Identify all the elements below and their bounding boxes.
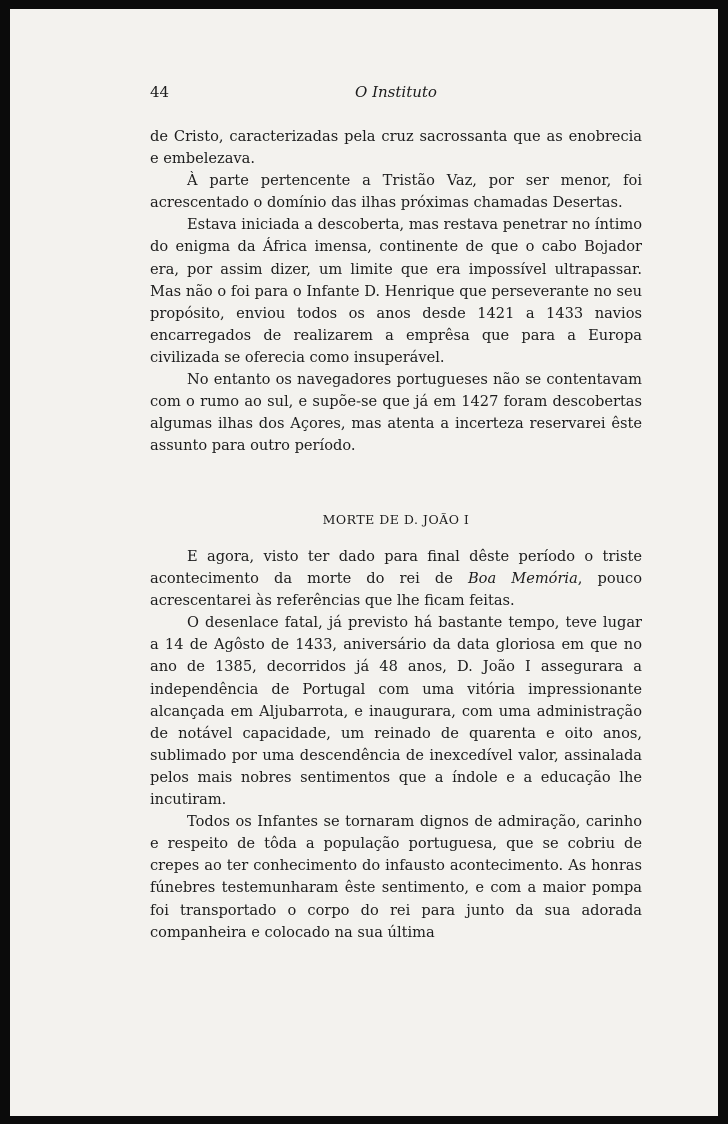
paragraph-continuation: de Cristo, caracterizadas pela cruz sacrossanta que as enobrecia e embelezava. [150, 128, 642, 168]
page-number: 44 [150, 83, 170, 101]
body-text-section [150, 546, 642, 944]
body-text-top [150, 126, 642, 457]
paragraph: No entanto os navegadores portugueses não se contentavam com o rumo ao sul, e supõe-se que já em 1427 foram descobertas algumas ilhas dos Açores, mas atenta a incerteza reservarei êste assunto para outro período. [150, 371, 642, 455]
section-heading: MORTE DE D. JOÃO I [322, 512, 470, 527]
paragraph [150, 546, 642, 612]
paragraph-text: , pouco acrescentarei às referências que lhe ficam feitas. [150, 570, 643, 610]
paragraph-text: E agora, visto ter dado para final dêste período o triste acontecimento da morte do rei de [150, 548, 642, 588]
paragraph: O desenlace fatal, já previsto há bastante tempo, teve lugar a 14 de Agôsto de 1433, aniversário da data gloriosa em que no ano de 1385, decorridos já 48 anos, D. João I assegurara a independência de Portugal com uma vitória impressionante alcançada em Aljubarrota, e inaugurara, com uma administração de notável capacidade, um reinado de quarenta e oito anos, sublimado por uma descendência de inexcedível valor, assinalada pelos mais nobres sentimentos que a índole e a educação lhe incutiram. [150, 614, 642, 809]
italic-title: Boa Memória [467, 570, 578, 588]
running-title: O Instituto [355, 83, 437, 101]
paragraph: Todos os Infantes se tornaram dignos de admiração, carinho e respeito de tôda a população portuguesa, que se cobriu de crepes ao ter conhecimento do infausto acontecimento. As honras fúnebres testemunharam êste sentimento, e com a maior pompa foi transportado o corpo do rei para junto da sua adorada companheira e colocado na sua última [150, 813, 642, 941]
paragraph: Estava iniciada a descoberta, mas restava penetrar no íntimo do enigma da África imensa, continente de que o cabo Bojador era, por assim dizer, um limite que era impossível ultrapassar. Mas não o foi para o Infante D. Henrique que perseverante no seu propósito, enviou todos os anos desde 1421 a 1433 navios encarregados de realizarem a emprêsa que para a Europa civilizada se oferecia como insuperável. [150, 216, 642, 366]
paragraph: À parte pertencente a Tristão Vaz, por ser menor, foi acrescentado o domínio das ilhas próximas chamadas Desertas. [150, 172, 642, 212]
page-header [150, 83, 642, 107]
